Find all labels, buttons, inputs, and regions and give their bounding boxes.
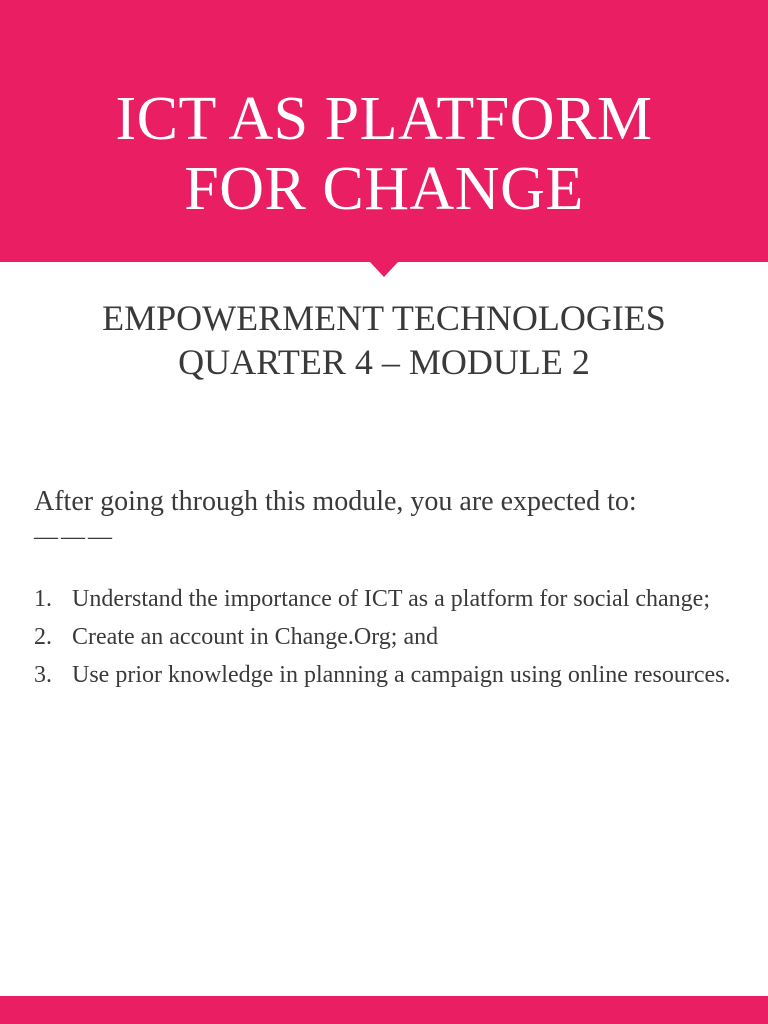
slide-subtitle bbox=[0, 296, 768, 384]
objective-item bbox=[34, 580, 734, 618]
subtitle-line-1: EMPOWERMENT TECHNOLOGIES bbox=[102, 298, 666, 338]
objective-item bbox=[34, 656, 734, 694]
objective-number: 2. bbox=[34, 624, 52, 650]
objective-item bbox=[34, 618, 734, 656]
intro-text: After going through this module, you are expected to: bbox=[34, 486, 637, 517]
intro-divider: ——— bbox=[34, 524, 115, 550]
footer-band bbox=[0, 996, 768, 1024]
objective-text: Create an account in Change.Org; and bbox=[72, 624, 439, 650]
slide-title-line-2: FOR CHANGE bbox=[184, 155, 584, 223]
objective-number: 1. bbox=[34, 586, 52, 612]
slide-title-line-1: ICT AS PLATFORM bbox=[115, 85, 653, 153]
objectives-list bbox=[34, 580, 734, 694]
objective-text: Use prior knowledge in planning a campaign using online resources. bbox=[72, 662, 731, 688]
header-notch bbox=[370, 262, 398, 277]
slide-title bbox=[0, 84, 768, 224]
objective-text: Understand the importance of ICT as a platform for social change; bbox=[72, 586, 711, 612]
subtitle-line-2: QUARTER 4 – MODULE 2 bbox=[178, 342, 590, 382]
objective-number: 3. bbox=[34, 662, 52, 688]
